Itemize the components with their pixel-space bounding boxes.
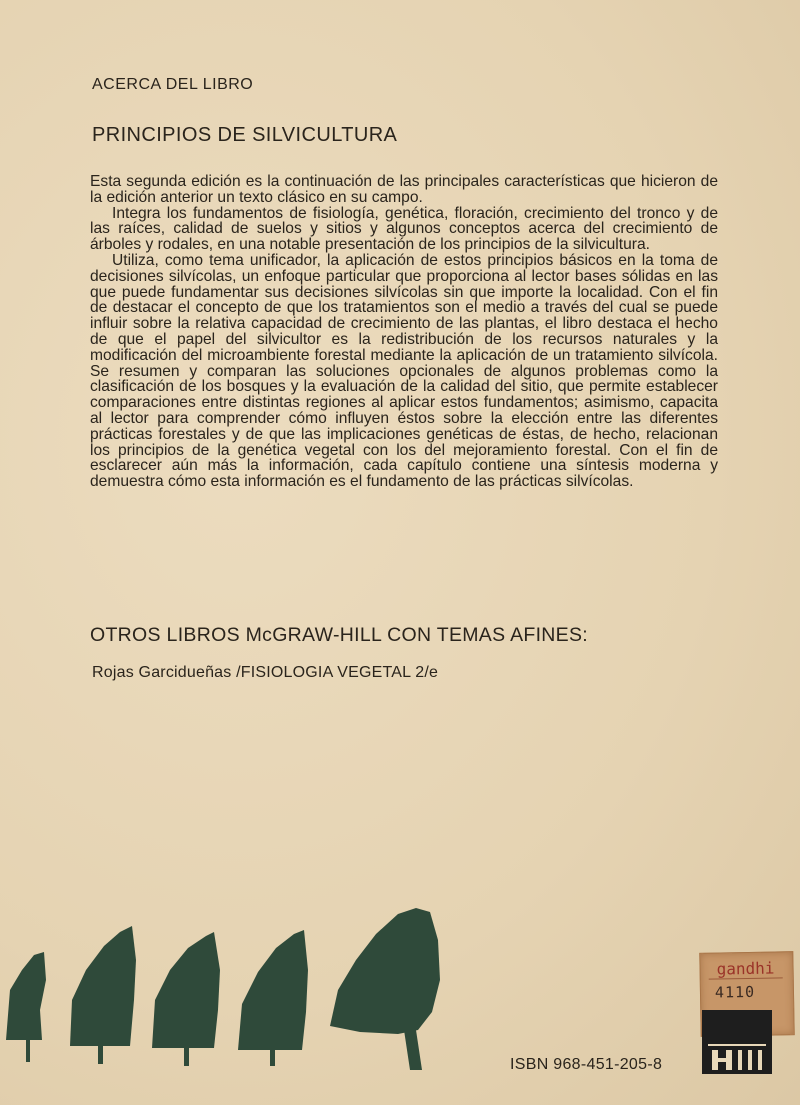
description-paragraph: Utiliza, como tema unificador, la aplicación de estos principios básicos en la toma de decisiones silvícolas, un enfoque particular que proporciona al lector bases sólidas en las que puede fundamentar sus decisiones silvícolas sin que importe la localidad. Con el fin de destacar el concepto de que los tratamientos son el medio a través del cual se puede influir sobre la relativa capacidad de crecimiento de las plantas, el libro destaca el hecho de que el papel del silvicultor es la redistribución de los recursos naturales y la modificación del microambiente forestal mediante la aplicación de un tratamiento silvícola. Se resumen y comparan las soluciones opcionales de algunos problemas como la clasificación de los bosques y la evaluación de la calidad del sitio, que permite establecer comparaciones entre distintas regiones al aplicar estos fundamentos; asimismo, capacita al lector para comprender cómo influyen éstos sobre la elección entre las diferentes prácticas forestales y de que las implicaciones genéticas de éstas, de hecho, relacionan los principios de la genética vegetal con los del mejoramiento forestal. Con el fin de esclarecer aún más la información, cada capítulo contiene una síntesis moderna y demuestra cómo esta información es el fundamento de las prácticas silvícolas. (90, 251, 718, 491)
description-paragraph: Esta segunda edición es la continuación de las principales características que hicieron de la edición anterior un texto clásico en su campo. (90, 173, 718, 206)
sticker-code: 4110 (714, 982, 756, 1002)
tree-icon (330, 908, 440, 1070)
related-books-heading: OTROS LIBROS McGRAW-HILL CON TEMAS AFINES: (90, 624, 589, 646)
tree-icon (238, 930, 308, 1066)
tree-icon (6, 952, 46, 1062)
isbn: ISBN 968-451-205-8 (510, 1056, 663, 1073)
section-label: ACERCA DEL LIBRO (92, 76, 254, 93)
book-title: PRINCIPIOS DE SILVICULTURA (92, 124, 398, 146)
sticker-store-name: gandhi (708, 958, 782, 979)
tree-silhouettes-icon (0, 900, 460, 1080)
mcgraw-hill-logo-icon (702, 1010, 772, 1074)
book-description (90, 174, 718, 490)
description-paragraph: Integra los fundamentos de fisiología, genética, floración, crecimiento del tronco y de las raíces, calidad de suelos y sitios y algunos conceptos acerca del crecimiento de árboles y rodales, en una notable presentación de los principios de la silvicultura. (90, 204, 718, 254)
related-book-item: Rojas Garcidueñas /FISIOLOGIA VEGETAL 2/e (92, 664, 439, 681)
tree-icon (70, 926, 136, 1064)
tree-icon (152, 932, 220, 1066)
